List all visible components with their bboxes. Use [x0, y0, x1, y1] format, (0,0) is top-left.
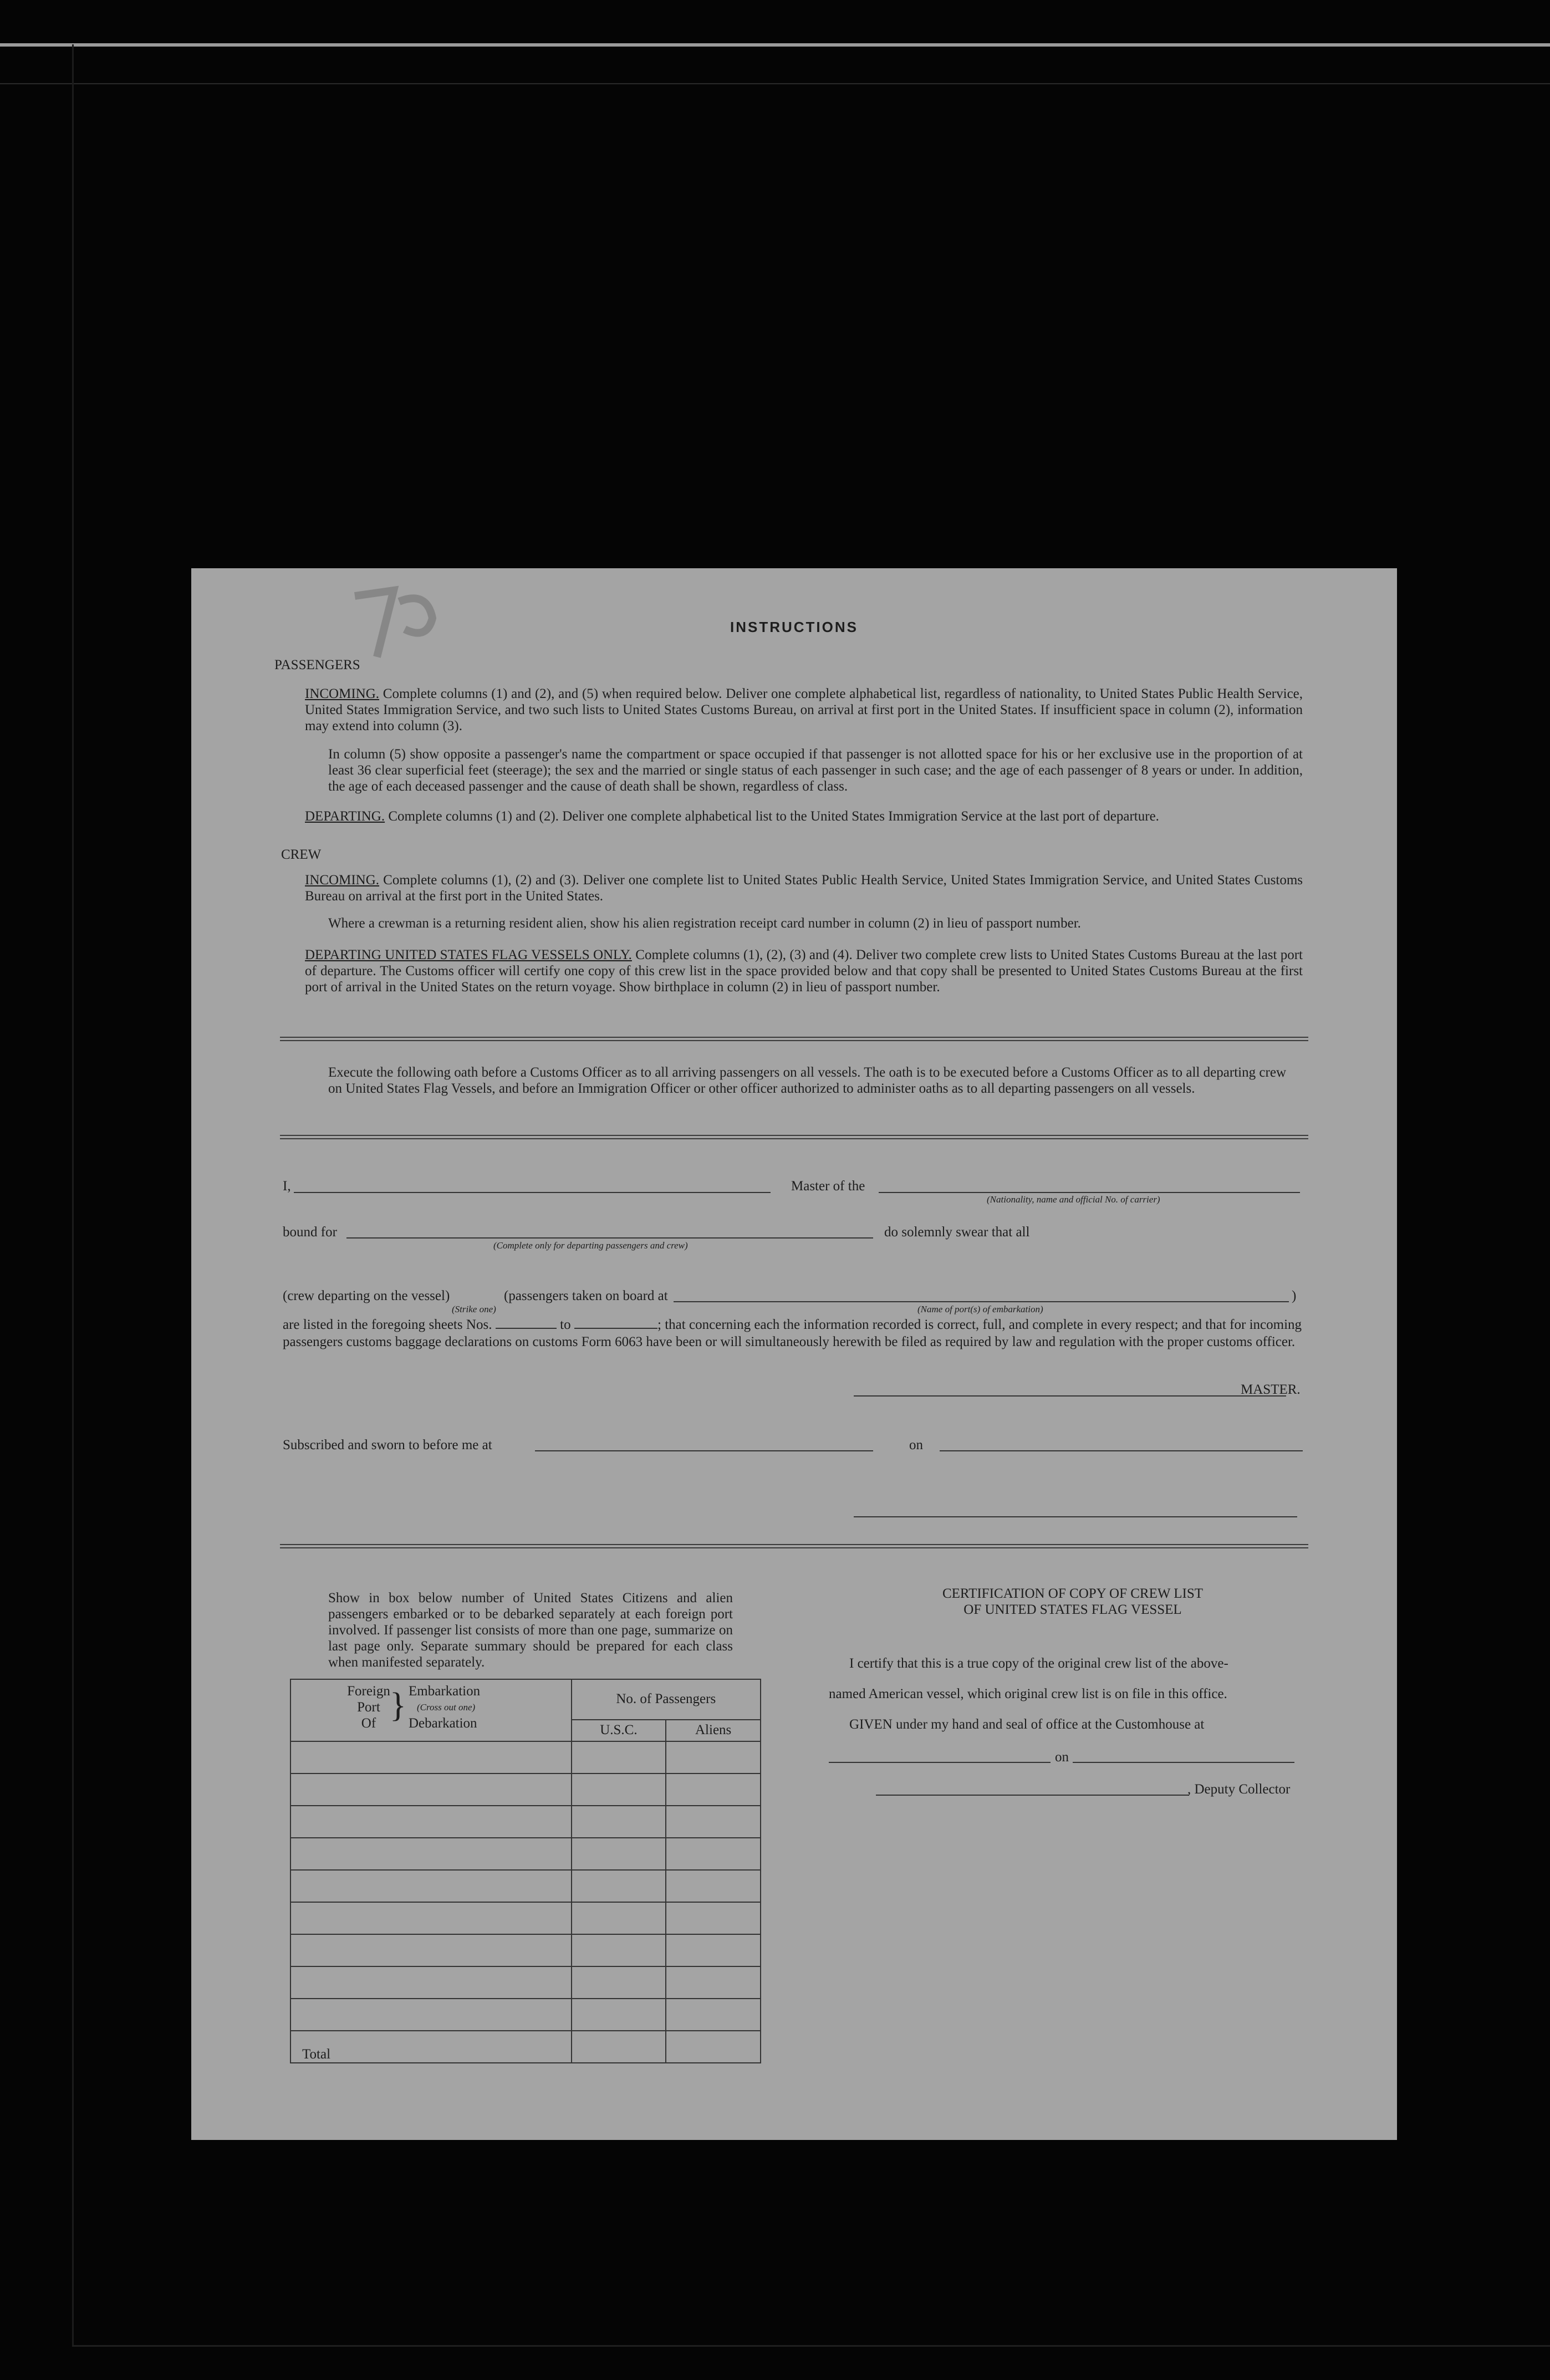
document-page	[191, 568, 1397, 2140]
swear-label: do solemnly swear that all	[884, 1225, 1030, 1240]
section-divider	[280, 1037, 1308, 1041]
crew-heading: CREW	[281, 847, 322, 862]
film-edge-left	[72, 44, 74, 2345]
port-cell[interactable]	[290, 1773, 572, 1806]
ports-note: (Name of port(s) of embarkation)	[917, 1304, 1043, 1314]
sworn-date-field[interactable]	[940, 1450, 1303, 1451]
certification-on-label: on	[1055, 1750, 1069, 1765]
master-signature-field[interactable]	[854, 1395, 1286, 1397]
passengers-incoming	[305, 686, 1303, 734]
passengers-heading: PASSENGERS	[274, 658, 360, 672]
summary-instructions: Show in box below number of United States Citizens and alien passengers embarked or to be debarked separately at each foreign port involved. If passenger list consists of more than one page, summarize on last page only. Separate summary should be prepared for each class when manifested separately.	[328, 1591, 733, 1670]
usc-cell[interactable]	[572, 1773, 666, 1806]
oath-intro: Execute the following oath before a Customs Officer as to all arriving passengers on all vessels. The oath is to be executed before a Customs Officer as to all departing crew on United States Flag Vessels, and before an Immigration Officer or other officer authorized to administer oaths as to all departing passengers on all vessels.	[328, 1065, 1286, 1096]
port-cell[interactable]	[290, 1741, 572, 1773]
debarkation-label: Debarkation	[409, 1716, 477, 1731]
to-label: to	[560, 1317, 571, 1332]
usc-cell[interactable]	[572, 1870, 666, 1902]
port-header	[290, 1679, 572, 1741]
sheets-label: are listed in the foregoing sheets Nos.	[283, 1317, 492, 1332]
cross-out-note: (Cross out one)	[417, 1702, 476, 1713]
usc-cell[interactable]	[572, 1838, 666, 1870]
port-cell[interactable]	[290, 1806, 572, 1838]
usc-cell[interactable]	[572, 1741, 666, 1773]
aliens-header: Aliens	[666, 1720, 761, 1741]
officer-signature-field[interactable]	[854, 1516, 1297, 1517]
bound-for-label: bound for	[283, 1225, 337, 1240]
usc-total-cell[interactable]	[572, 2031, 666, 2063]
port-cell[interactable]	[290, 1999, 572, 2031]
certification-line-1: I certify that this is a true copy of the original crew list of the above-	[849, 1656, 1228, 1671]
crew-resident: Where a crewman is a returning resident alien, show his alien registration receipt card number in column (2) in lieu of passport number.	[328, 916, 1081, 931]
aliens-cell[interactable]	[666, 1966, 761, 1999]
certification-line-3: GIVEN under my hand and seal of office at the Customhouse at	[849, 1717, 1205, 1732]
certification-text: ; that concerning each the information recorded is correct, full, and complete in every respect; and that for incoming passengers customs baggage declarations on customs Form 6063 have been or will simultaneously herewith be filed as required by law and regulation with the proper customs officer.	[283, 1317, 1302, 1349]
port-cell[interactable]	[290, 1838, 572, 1870]
aliens-cell[interactable]	[666, 1773, 761, 1806]
crew-departing	[305, 947, 1303, 995]
passengers-incoming-label: INCOMING.	[305, 686, 380, 701]
nationality-note: (Nationality, name and official No. of carrier)	[987, 1194, 1160, 1205]
sheet-to-field[interactable]	[574, 1317, 657, 1329]
aliens-total-cell[interactable]	[666, 2031, 761, 2063]
usc-header: U.S.C.	[572, 1720, 666, 1741]
section-divider	[280, 1135, 1308, 1139]
master-name-field[interactable]	[294, 1192, 771, 1193]
passengers-departing-label: DEPARTING.	[305, 809, 385, 824]
aliens-cell[interactable]	[666, 1934, 761, 1966]
total-label: Total	[290, 2031, 572, 2063]
passenger-summary-table	[290, 1679, 761, 2063]
port-label: Port	[357, 1700, 380, 1715]
strike-note: (Strike one)	[452, 1304, 496, 1314]
port-cell[interactable]	[290, 1902, 572, 1934]
certification-date-field[interactable]	[1073, 1762, 1294, 1763]
customhouse-field[interactable]	[829, 1762, 1051, 1763]
brace-icon: }	[390, 1686, 406, 1724]
usc-cell[interactable]	[572, 1966, 666, 1999]
crew-departing-label: DEPARTING UNITED STATES FLAG VESSELS ONLY.	[305, 947, 632, 962]
crew-incoming-label: INCOMING.	[305, 873, 380, 888]
aliens-cell[interactable]	[666, 1999, 761, 2031]
page-title: INSTRUCTIONS	[730, 619, 858, 635]
usc-cell[interactable]	[572, 1806, 666, 1838]
deputy-signature-field[interactable]	[876, 1795, 1189, 1796]
aliens-cell[interactable]	[666, 1902, 761, 1934]
sworn-on-label: on	[909, 1438, 923, 1453]
certification-line-2: named American vessel, which original crew list is on file in this office.	[829, 1686, 1227, 1701]
crew-incoming-text: Complete columns (1), (2) and (3). Deliver one complete list to United States Public Health Service, United States Immigration Service, and United States Customs Bureau on arrival at the first port in the United States.	[305, 873, 1303, 904]
subscribed-label: Subscribed and sworn to before me at	[283, 1438, 492, 1453]
aliens-cell[interactable]	[666, 1870, 761, 1902]
port-cell[interactable]	[290, 1934, 572, 1966]
crew-departing-option: (crew departing on the vessel)	[283, 1288, 450, 1303]
no-passengers-header: No. of Passengers	[572, 1679, 761, 1720]
crew-departing-text: Complete columns (1), (2), (3) and (4). Deliver two complete crew lists to United States Customs Bureau at the last port of departure. The Customs officer will certify one copy of this crew list in the space provided below and that copy shall be presented to United States Customs Bureau at the first port of arrival in the United States on the return voyage. Show birthplace in column (2) in lieu of passport number.	[305, 947, 1303, 995]
certification-statement	[283, 1316, 1302, 1350]
passengers-incoming-text: Complete columns (1) and (2), and (5) when required below. Deliver one complete alphabetical list, regardless of nationality, to United States Public Health Service, United States Immigration Service, and two such lists to United States Customs Bureau, on arrival at first port in the United States. If insufficient space in column (2), information may extend into column (3).	[305, 686, 1303, 733]
sworn-place-field[interactable]	[535, 1450, 873, 1451]
foreign-label: Foreign	[347, 1684, 390, 1699]
aliens-cell[interactable]	[666, 1741, 761, 1773]
port-cell[interactable]	[290, 1870, 572, 1902]
port-cell[interactable]	[290, 1966, 572, 1999]
master-of-label: Master of the	[791, 1179, 865, 1194]
close-paren: )	[1292, 1288, 1297, 1303]
certification-title-2: OF UNITED STATES FLAG VESSEL	[963, 1602, 1182, 1617]
aliens-cell[interactable]	[666, 1838, 761, 1870]
embarkation-label: Embarkation	[409, 1684, 481, 1699]
film-edge-top	[0, 43, 1550, 47]
crew-incoming	[305, 872, 1303, 904]
section-divider	[280, 1544, 1308, 1548]
complete-only-note: (Complete only for departing passengers and crew)	[493, 1240, 688, 1251]
sheet-from-field[interactable]	[496, 1317, 557, 1329]
aliens-cell[interactable]	[666, 1806, 761, 1838]
film-edge-line	[0, 83, 1550, 84]
passengers-column5: In column (5) show opposite a passenger's name the compartment or space occupied if that passenger is not allotted space for his or her exclusive use in the proportion of at least 36 clear superficial feet (steerage); the sex and the married or single status of each passenger in such case; and the age of each passenger of 8 years or under. In addition, the age of each deceased passenger and the cause of death shall be shown, regardless of class.	[328, 747, 1303, 794]
usc-cell[interactable]	[572, 1934, 666, 1966]
oath-i-label: I,	[283, 1179, 291, 1194]
deputy-collector-label: , Deputy Collector	[1187, 1782, 1291, 1797]
certification-title-1: CERTIFICATION OF COPY OF CREW LIST	[942, 1586, 1204, 1601]
passengers-taken-option: (passengers taken on board at	[504, 1288, 668, 1303]
passengers-departing	[305, 808, 1303, 824]
film-edge-bottom	[72, 2345, 1550, 2347]
usc-cell[interactable]	[572, 1902, 666, 1934]
master-label: MASTER.	[1241, 1382, 1301, 1397]
usc-cell[interactable]	[572, 1999, 666, 2031]
of-label: Of	[361, 1716, 376, 1731]
passengers-departing-text: Complete columns (1) and (2). Deliver one complete alphabetical list to the United States Immigration Service at the last port of departure.	[388, 809, 1159, 824]
